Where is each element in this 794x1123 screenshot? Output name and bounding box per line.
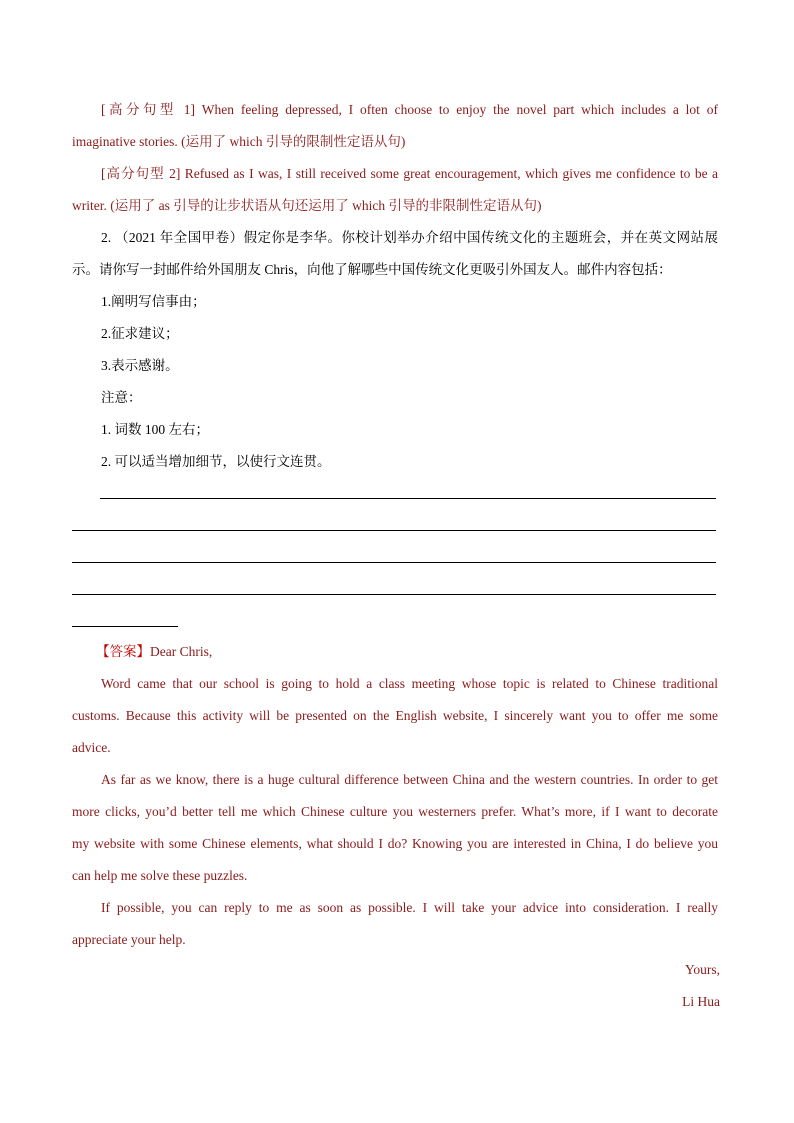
writing-line-5 xyxy=(72,626,178,627)
sentence1-line2: imaginative stories. (运用了 which 引导的限制性定语从句) xyxy=(72,134,406,149)
notes-label: 注意： xyxy=(101,390,142,405)
answer-p1-line3: advice. xyxy=(72,740,111,755)
writing-line-1 xyxy=(100,498,716,499)
answer-p2-line3: my website with some Chinese elements, what should I do? Knowing you are interested in China, I do believe you xyxy=(72,836,718,851)
answer-p2-line1: As far as we know, there is a huge cultural difference between China and the western countries. In order to get xyxy=(101,772,718,787)
answer-p2-line2: more clicks, you’d better tell me which Chinese culture you westerners prefer. What’s more, if I want to decorate xyxy=(72,804,718,819)
answer-p1-line2: customs. Because this activity will be presented on the English website, I sincerely want you to offer me some xyxy=(72,708,718,723)
sentence1-line1: [高分句型 1] When feeling depressed, I often choose to enjoy the novel part which includes a lot of xyxy=(101,102,718,117)
note-1: 1. 词数 100 左右； xyxy=(101,422,209,437)
answer-label: 【答案】 xyxy=(96,644,150,659)
question-line1: 2. （2021 年全国甲卷）假定你是李华。你校计划举办介绍中国传统文化的主题班会，并在英文网站展 xyxy=(101,230,718,245)
question-line2: 示。请你写一封邮件给外国朋友 Chris，向他了解哪些中国传统文化更吸引外国友人。邮件内容包括： xyxy=(72,262,672,277)
writing-line-3 xyxy=(72,562,716,563)
answer-signature: Li Hua xyxy=(682,994,720,1009)
writing-line-2 xyxy=(72,530,716,531)
answer-greeting: Dear Chris, xyxy=(150,644,213,659)
sentence2-line2: writer. (运用了 as 引导的让步状语从句还运用了 which 引导的非限制性定语从句) xyxy=(72,198,542,213)
answer-p3-line2: appreciate your help. xyxy=(72,932,186,947)
question-item-3: 3.表示感谢。 xyxy=(101,358,179,373)
answer-p1-line1: Word came that our school is going to hold a class meeting whose topic is related to Chinese traditional xyxy=(101,676,718,691)
answer-closing: Yours, xyxy=(684,962,720,977)
answer-p3-line1: If possible, you can reply to me as soon as possible. I will take your advice into consideration. I really xyxy=(101,900,718,915)
question-item-1: 1.阐明写信事由； xyxy=(101,294,206,309)
sentence2-line1: [高分句型 2] Refused as I was, I still received some great encouragement, which gives me confidence to be a xyxy=(101,166,718,181)
question-item-2: 2.征求建议； xyxy=(101,326,179,341)
note-2: 2. 可以适当增加细节，以使行文连贯。 xyxy=(101,454,331,469)
answer-heading xyxy=(96,642,496,662)
answer-p2-line4: can help me solve these puzzles. xyxy=(72,868,248,883)
writing-line-4 xyxy=(72,594,716,595)
